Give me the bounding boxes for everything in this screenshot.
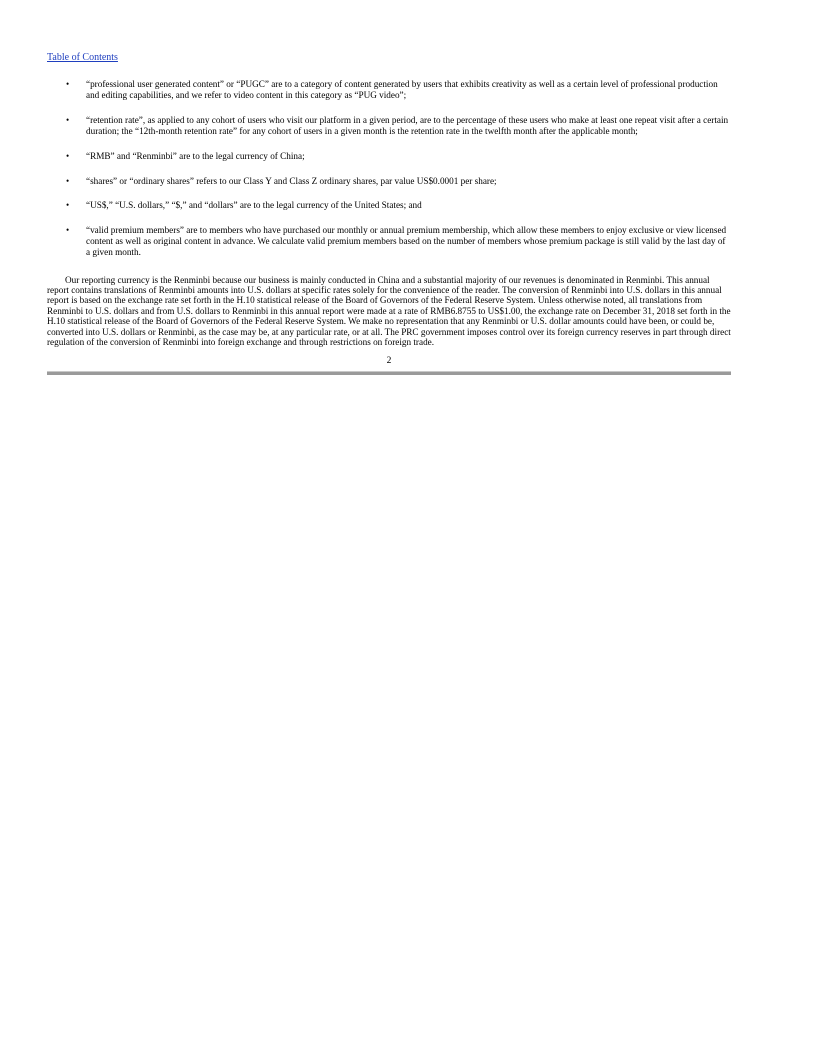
definition-item-shares <box>47 176 731 187</box>
bullet-icon: • <box>66 175 70 186</box>
bullet-icon: • <box>66 150 70 161</box>
definition-text: “retention rate”, as applied to any cohort of users who visit our platform in a given period, are to the percentage of these users who make at least one repeat visit after a certain duration; the “12th-month retention rate” for any cohort of users in a given month is the retention rate in the twelfth month after the applicable month; <box>86 114 729 137</box>
bullet-icon: • <box>66 79 70 89</box>
definition-item-pugc <box>47 79 731 101</box>
definition-text: “US$,” “U.S. dollars,” “$,” and “dollars” are to the legal currency of the United States; and <box>86 200 422 211</box>
page-divider <box>47 371 731 375</box>
page-number: 2 <box>386 356 392 367</box>
definition-item-retention-rate <box>47 115 731 137</box>
table-of-contents-link[interactable]: Table of Contents <box>47 52 118 63</box>
definition-text: “professional user generated content” or “PUGC” are to a category of content generated by users that exhibits creativity as well as a certain level of professional production and editing capabilities, and we refer to video content in this category as “PUG video”; <box>86 79 718 101</box>
definitions-list <box>47 79 731 259</box>
definition-item-us-dollars <box>47 200 731 211</box>
document-page <box>47 47 731 375</box>
bullet-icon: • <box>66 114 70 125</box>
definition-text: “shares” or “ordinary shares” refers to our Class Y and Class Z ordinary shares, par value US$0.0001 per share; <box>86 175 497 186</box>
definition-item-rmb <box>47 151 731 162</box>
definition-text: “valid premium members” are to members who have purchased our monthly or annual premium membership, which allow these members to enjoy exclusive or view licensed content as well as original content in advance. We calculate valid premium members based on the number of members whose premium package is still valid by the last day of a given month. <box>86 224 727 258</box>
definition-text: “RMB” and “Renminbi” are to the legal currency of China; <box>86 150 305 161</box>
reporting-currency-paragraph: Our reporting currency is the Renminbi because our business is mainly conducted in China and a substantial majority of our revenues is denominated in Renminbi. This annual report contains translations of Renminbi amounts into U.S. dollars at specific rates solely for the convenience of the reader. The conversion of Renminbi into U.S. dollars in this annual report is based on the exchange rate set forth in the H.10 statistical release of the Board of Governors of the Federal Reserve System. Unless otherwise noted, all translations from Renminbi to U.S. dollars and from U.S. dollars to Renminbi in this annual report were made at a rate of RMB6.8755 to US$1.00, the exchange rate on December 31, 2018 set forth in the H.10 statistical release of the Board of Governors of the Federal Reserve System. We make no representation that any Renminbi or U.S. dollar amounts could have been, or could be, converted into U.S. dollars or Renminbi, as the case may be, at any particular rate, or at all. The PRC government imposes control over its foreign currency reserves in part through direct regulation of the conversion of Renminbi into foreign exchange and through restrictions on foreign trade. <box>47 274 731 347</box>
bullet-icon: • <box>66 200 70 211</box>
bullet-icon: • <box>66 224 70 235</box>
definition-item-valid-premium-members <box>47 225 731 259</box>
